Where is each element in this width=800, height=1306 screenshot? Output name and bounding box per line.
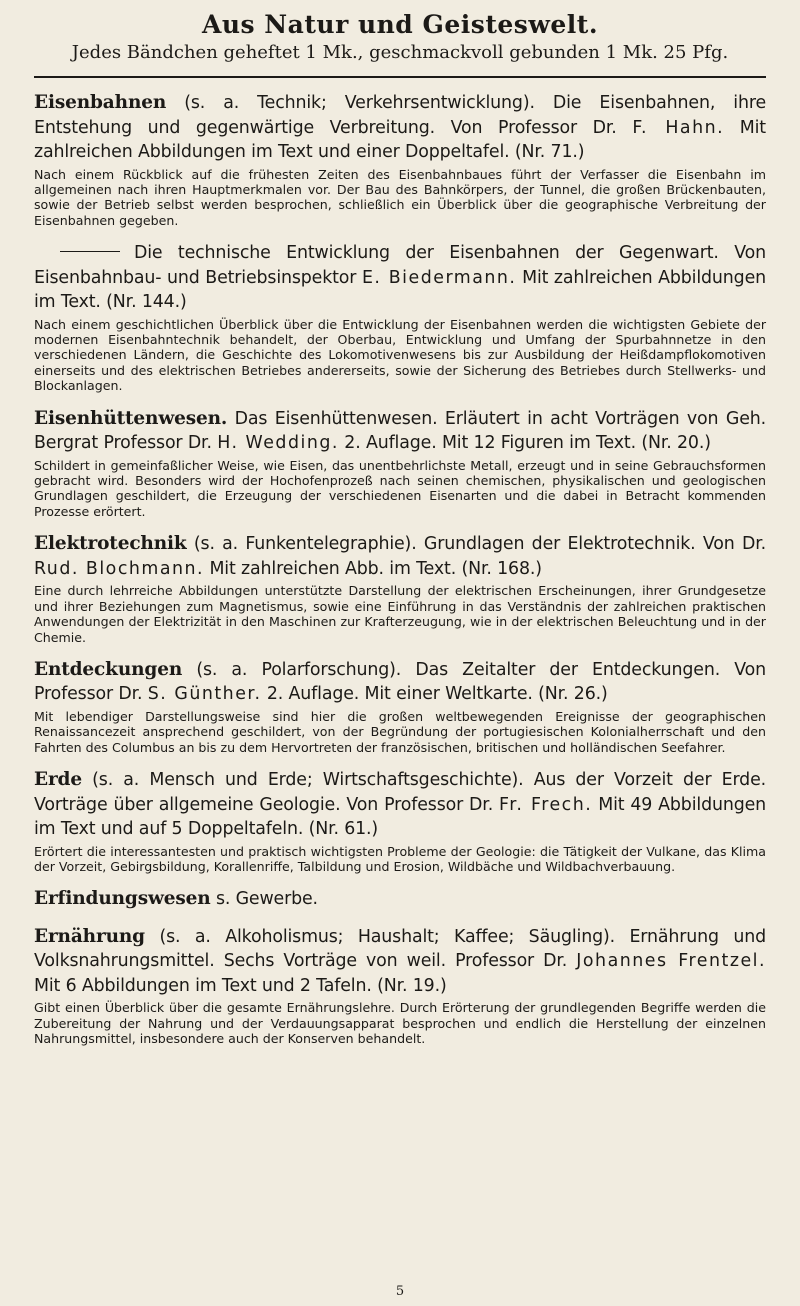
entry-details: 2. Auflage. Mit einer Weltkarte. (Nr. 26.) [261, 684, 608, 705]
entry-eisenbahnen [34, 91, 766, 228]
entry-author: F. Hahn. [632, 117, 725, 138]
entry-description: Nach einem geschichtlichen Überblick über die Entwicklung der Eisenbahnen werden die wichtigsten Gebiete der modernen Eisenbahntechnik behandelt, der Oberbau, Entwicklung und Umfang der Spurbahnnetze in den verschiedenen Ländern, die Geschichte des Lokomotivenwesens bis zur Ausbildung der Heißdampflokomotiven einerseits und des elektrischen Betriebes andererseits, sowie der Sicherung des Betriebes durch Stellwerks- und Blockanlagen. [34, 316, 766, 394]
entry-author: H. Wedding. [217, 433, 339, 454]
entry-keyword: Erfindungswesen [34, 888, 211, 910]
entry-main [34, 91, 766, 165]
entry-author: S. Günther. [147, 684, 262, 705]
entry-main [34, 658, 766, 707]
entry-title: (s. a. Mensch und Erde; Wirtschaftsgeschichte). Aus der Vorzeit der Erde. Vorträge über allgemeine Geologie. Von Professor Dr. [34, 770, 766, 815]
entry-details: Mit zahlreichen Abbildungen im Text und einer Doppeltafel. (Nr. 71.) [34, 117, 766, 162]
entry-description: Eine durch lehrreiche Abbildungen unterstützte Darstellung der elektrischen Erscheinungen, ihrer Grundgesetze und ihrer Beziehungen zum Magnetismus, sowie eine Einführung in das Verständnis der zahlreichen praktischen Anwendungen der Elektrizität in den Maschinen zur Krafterzeugung, wie in der elektrischen Beleuchtung und in der Chemie. [34, 583, 766, 645]
entry-description: Mit lebendiger Darstellungsweise sind hier die großen weltbewegenden Ereignisse der geographischen Renaissancezeit ansprechend geschildert, von der Begründung der portugiesischen Kolonialherrschaft und den Fahrten des Columbus an bis zu dem Hervortreten der französischen, britischen und holländischen Seefahrer. [34, 708, 766, 755]
entry-title: Das Eisenhüttenwesen. Erläutert in acht Vorträgen von Geh. Bergrat Professor Dr. [34, 408, 766, 454]
entry-main [34, 532, 766, 581]
series-price-line: Jedes Bändchen geheftet 1 Mk., geschmackvoll gebunden 1 Mk. 25 Pfg. [71, 42, 729, 63]
entry-author: E. Biedermann. [361, 267, 517, 288]
entry-main [34, 887, 766, 912]
entry-keyword: Elektrotechnik [34, 533, 187, 555]
entry-erde [34, 768, 766, 874]
entry-title: (s. a. Polarforschung). Das Zeitalter der Entdeckungen. Von Professor Dr. [34, 659, 766, 705]
entry-main [34, 925, 766, 999]
entry-title: Die technische Entwicklung der Eisenbahnen der Gegenwart. Von Eisenbahnbau- und Betriebsinspektor [34, 243, 766, 288]
entry-keyword: Eisenbahnen [34, 92, 167, 113]
entry-main [34, 407, 766, 456]
entry-ernaehrung [34, 925, 766, 1047]
entry-eisenbahnen-technik [34, 241, 766, 394]
entry-title: (s. a. Alkoholismus; Haushalt; Kaffee; Säugling). Ernährung und Volksnahrungsmittel. Sechs Vorträge von weil. Professor Dr. [34, 926, 766, 972]
entry-keyword: Eisenhüttenwesen. [34, 407, 228, 429]
entry-details: Mit zahlreichen Abbildungen im Text. (Nr. 144.) [34, 267, 766, 313]
entry-details: Mit 6 Abbildungen im Text und 2 Tafeln. (Nr. 19.) [34, 975, 447, 996]
entry-details: Mit zahlreichen Abb. im Text. (Nr. 168.) [204, 558, 542, 579]
entry-erfindungswesen [34, 887, 766, 912]
entry-description: Schildert in gemeinfaßlicher Weise, wie Eisen, das unentbehrlichste Metall, erzeugt und in seine Gebrauchsformen gebracht wird. Besonders wird der Hochofenprozeß nach seinen chemischen, physikalischen und geologischen Grundlagen geschildert, die Erzeugung der verschiedenen Eisenarten und die dabei in Betracht kommenden Prozesse erörtert. [34, 457, 766, 519]
header-rule [34, 76, 766, 78]
continuation-dash [60, 251, 120, 252]
entry-title: (s. a. Technik; Verkehrsentwicklung). Die Eisenbahnen, ihre Entstehung und gegenwärtige Verbreitung. Von Professor Dr. [34, 93, 766, 138]
entry-keyword: Entdeckungen [34, 658, 183, 680]
entry-cross-reference: s. Gewerbe. [210, 889, 318, 910]
entry-entdeckungen [34, 658, 766, 755]
entry-description: Erörtert die interessantesten und praktisch wichtigsten Probleme der Geologie: die Tätigkeit der Vulkane, das Klima der Vorzeit, Gebirgsbildung, Korallenriffe, Talbildung und Erosion, Wildbäche und Wildbachverbauung. [34, 843, 766, 875]
entry-title: (s. a. Funkentelegraphie). Grundlagen der Elektrotechnik. Von Dr. [186, 534, 766, 555]
entry-author: Fr. Frech. [499, 794, 593, 815]
page-number: 5 [395, 1284, 405, 1299]
entry-main [34, 241, 766, 315]
entry-details: Mit 49 Abbildungen im Text und auf 5 Doppeltafeln. (Nr. 61.) [34, 794, 767, 840]
entry-author: Rud. Blochmann. [34, 558, 205, 579]
entry-description: Nach einem Rückblick auf die frühesten Zeiten des Eisenbahnbaues führt der Verfasser die Eisenbahn im allgemeinen nach ihren Hauptmerkmalen vor. Der Bau des Bahnkörpers, der Tunnel, die großen Brückenbauten, sowie der Betrieb selbst werden besprochen, schließlich ein Überblick über die geographische Verbreitung der Eisenbahnen gegeben. [34, 166, 766, 228]
entry-keyword: Erde [34, 769, 82, 791]
entry-elektrotechnik [34, 532, 766, 645]
entry-details: 2. Auflage. Mit 12 Figuren im Text. (Nr. 20.) [338, 433, 711, 454]
entry-author: Johannes Frentzel. [576, 951, 767, 972]
entry-keyword: Ernährung [34, 925, 145, 947]
entry-main [34, 768, 766, 842]
entry-description: Gibt einen Überblick über die gesamte Ernährungslehre. Durch Erörterung der grundlegenden Begriffe werden die Zubereitung der Nahrung und der Verdauungsapparat besprochen und endlich die Herstellung der einzelnen Nahrungsmittel, insbesondere auch der Konserven behandelt. [34, 1000, 766, 1047]
series-title: Aus Natur und Geisteswelt. [201, 10, 599, 39]
entry-eisenhuettenwesen [34, 407, 766, 520]
